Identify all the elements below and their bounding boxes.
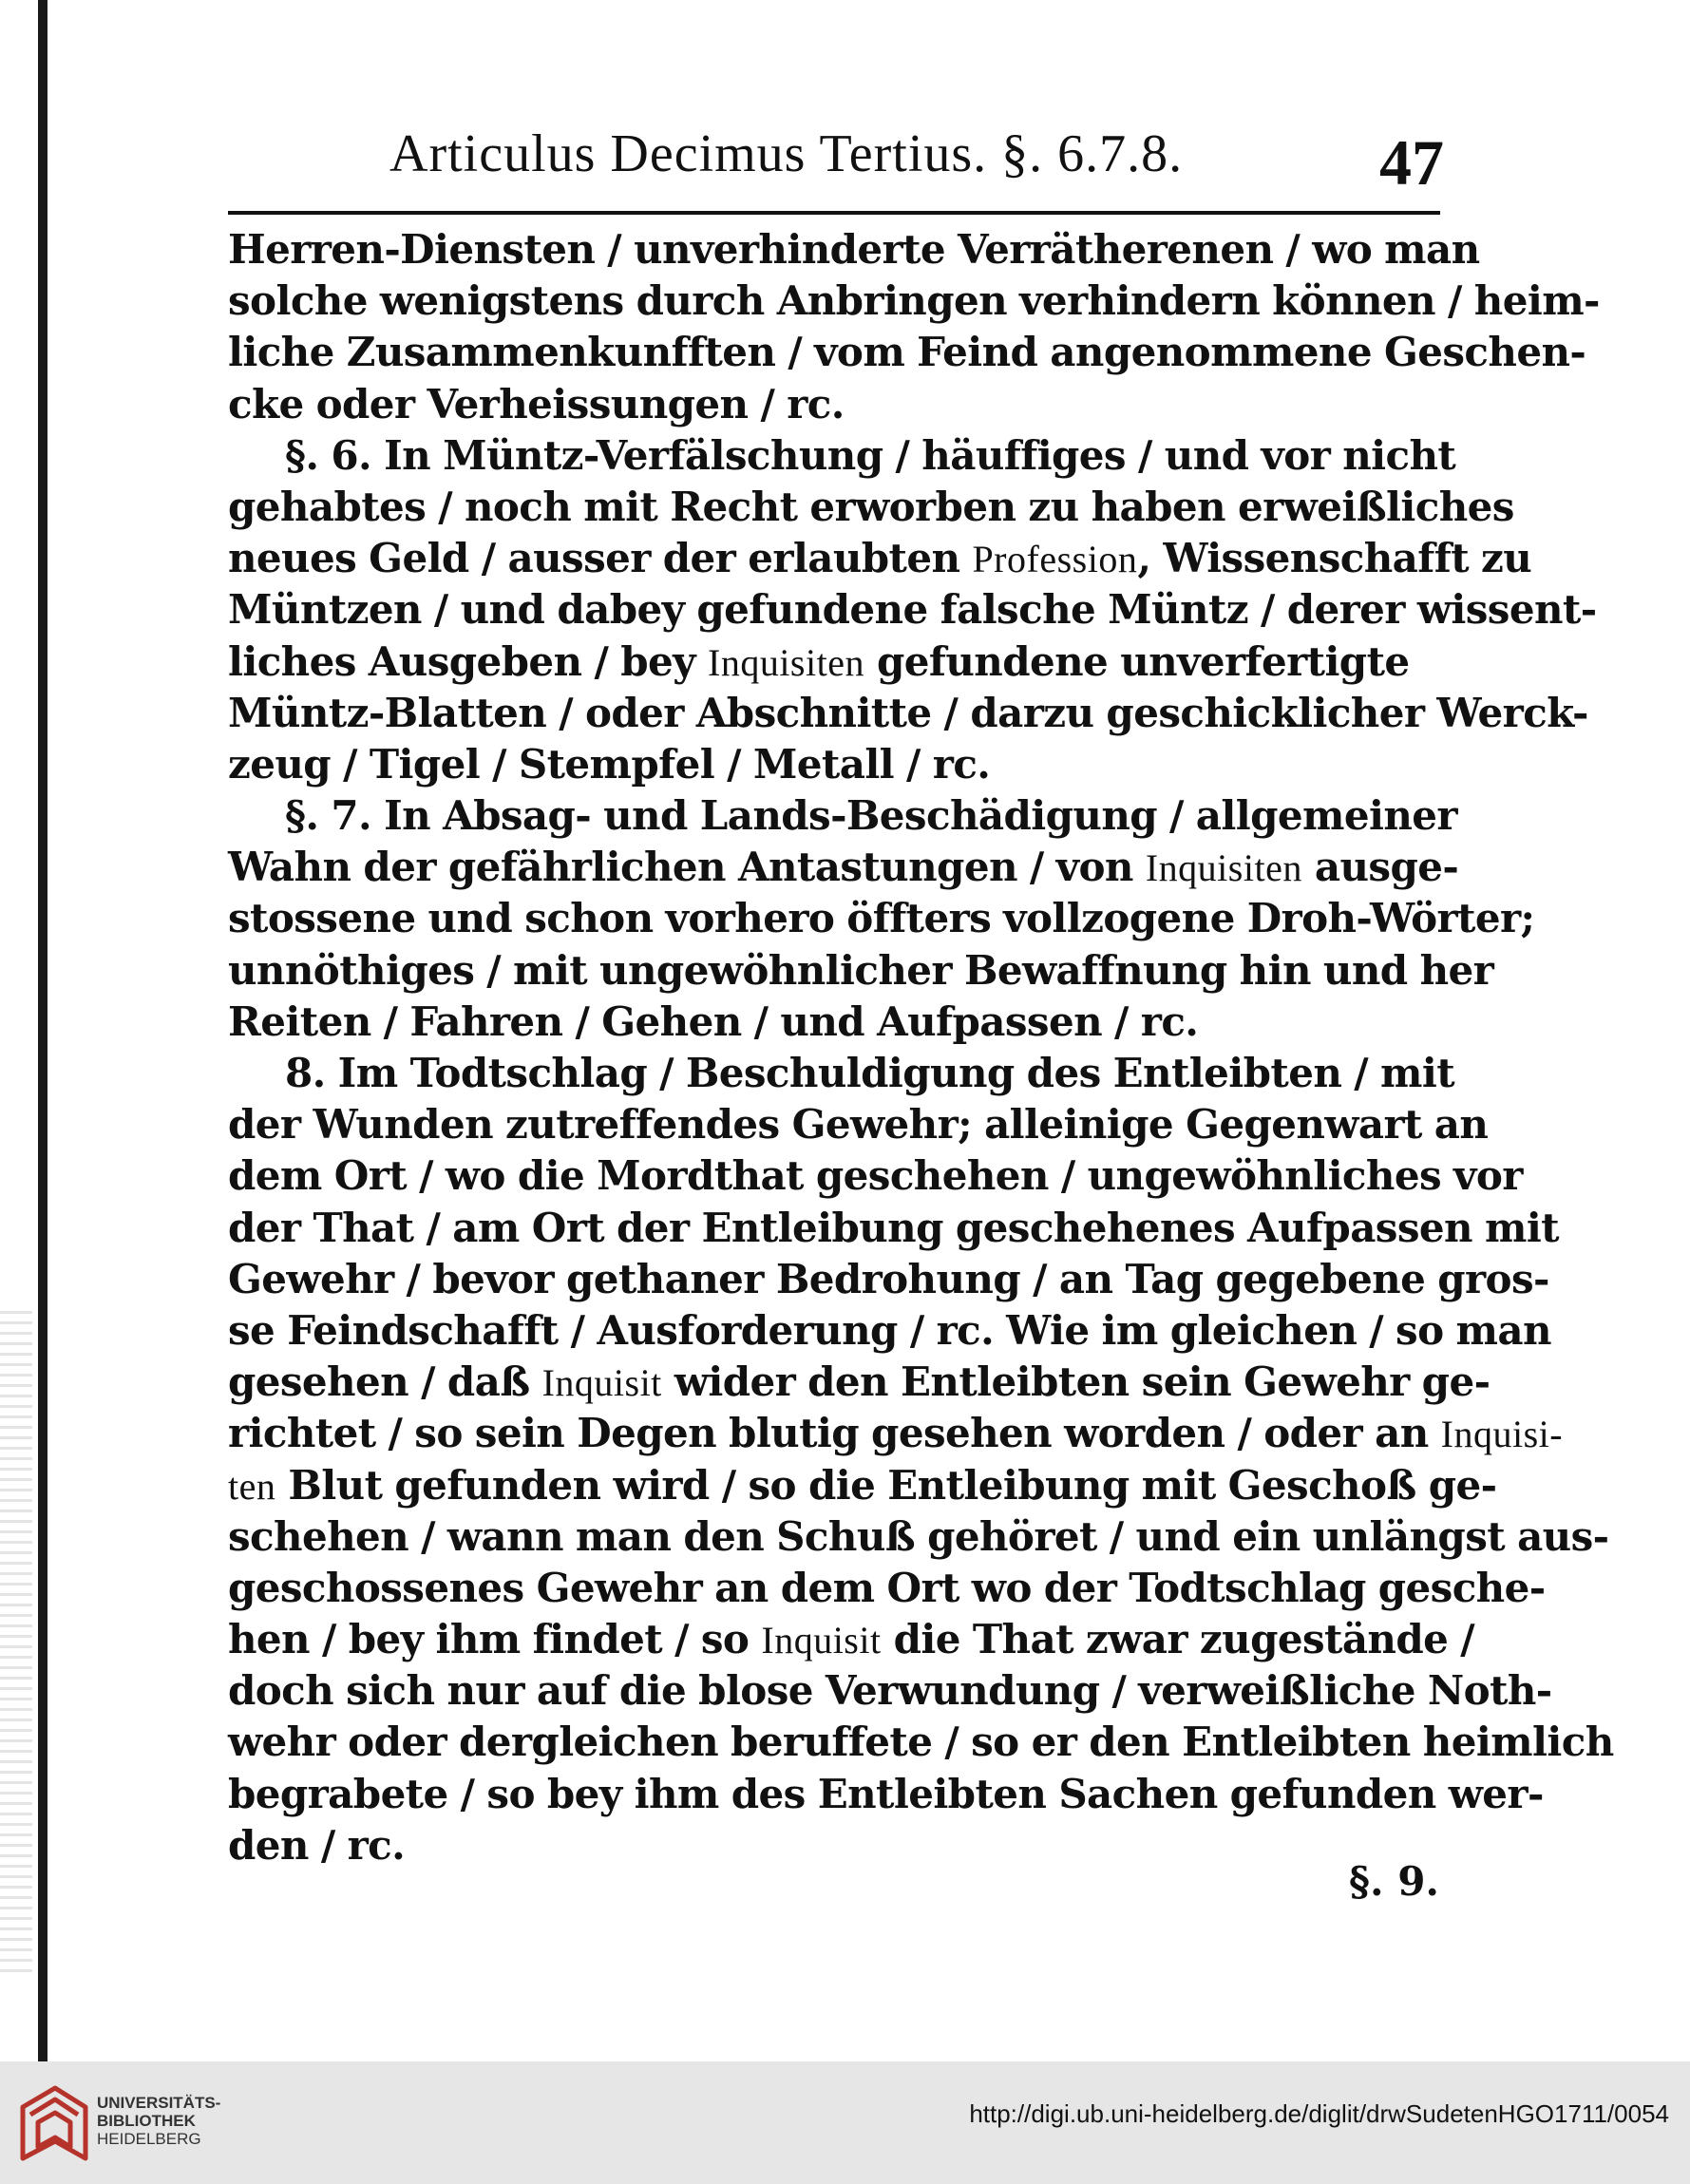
text-segment: der Wunden zutreffendes Gewehr; alleinige Gegenwart an bbox=[228, 1101, 1489, 1149]
text-line bbox=[228, 893, 1535, 944]
text-segment: , Wissenschafft zu bbox=[1137, 535, 1532, 582]
latin-term: Inquisit bbox=[541, 1361, 662, 1405]
text-line bbox=[228, 1665, 1552, 1717]
page-header bbox=[389, 123, 1444, 209]
text-segment: Müntzen / und dabey gefundene falsche Müntz / derer wissent- bbox=[228, 586, 1597, 634]
text-segment: solche wenigstens durch Anbringen verhindern können / heim- bbox=[228, 277, 1600, 325]
text-line bbox=[228, 739, 1444, 790]
text-segment: 8. Im Todtschlag / Beschuldigung des Entleibten / mit bbox=[285, 1050, 1455, 1096]
latin-term: Inquisiten bbox=[708, 640, 864, 684]
text-line bbox=[228, 1563, 1546, 1614]
text-segment: Müntz-Blatten / oder Abschnitte / darzu geschicklicher Werck- bbox=[228, 689, 1588, 736]
text-line bbox=[228, 945, 1494, 997]
text-line bbox=[228, 790, 1457, 842]
text-segment: die That zwar zugestände / bbox=[881, 1616, 1475, 1663]
text-line bbox=[228, 997, 1444, 1048]
latin-term: Profession bbox=[972, 538, 1138, 581]
permalink-url[interactable]: http://digi.ub.uni-heidelberg.de/diglit/drwSudetenHGO1711/0054 bbox=[969, 2099, 1669, 2128]
header-rule bbox=[228, 211, 1440, 215]
text-segment: liche Zusammenkunfften / vom Feind angenommene Geschen- bbox=[228, 329, 1586, 376]
library-logo-text bbox=[97, 2094, 220, 2148]
logo-line-3: HEIDELBERG bbox=[97, 2130, 201, 2148]
text-segment: wehr oder dergleichen beruffete / so er den Entleibten heimlich bbox=[228, 1719, 1614, 1766]
text-line bbox=[228, 1150, 1523, 1202]
text-segment: dem Ort / wo die Mordthat geschehen / ungewöhnliches vor bbox=[228, 1152, 1523, 1200]
text-line bbox=[228, 1614, 1475, 1665]
text-line bbox=[228, 1305, 1551, 1357]
page-binding-edge bbox=[38, 0, 47, 2061]
text-line bbox=[228, 842, 1459, 893]
text-line bbox=[228, 379, 1444, 430]
catchword: §. 9. bbox=[1349, 1858, 1440, 1905]
text-segment: Herren-Diensten / unverhinderte Verrätherenen / wo man bbox=[228, 226, 1480, 273]
text-line bbox=[228, 327, 1586, 378]
text-segment: §. 6. In Müntz-Verfälschung / häuffiges / und vor nicht bbox=[285, 431, 1456, 479]
text-segment: ausge- bbox=[1301, 844, 1459, 891]
page-number: 47 bbox=[1379, 126, 1444, 199]
text-line bbox=[228, 1460, 1497, 1511]
text-segment: Reiten / Fahren / Gehen / und Aufpassen / rc. bbox=[228, 997, 1199, 1045]
text-line bbox=[228, 430, 1456, 482]
text-line bbox=[228, 1203, 1559, 1254]
latin-term: Inquisiten bbox=[1145, 846, 1302, 890]
text-segment: unnöthiges / mit ungewöhnlicher Bewaffnung hin und her bbox=[228, 946, 1494, 994]
text-segment: geschossenes Gewehr an dem Ort wo der Todtschlag gesche- bbox=[228, 1564, 1546, 1611]
latin-term: ten bbox=[228, 1464, 276, 1508]
text-line bbox=[228, 1357, 1491, 1408]
text-line bbox=[228, 584, 1597, 636]
text-line bbox=[228, 1254, 1549, 1305]
library-logo-icon[interactable] bbox=[17, 2079, 91, 2166]
text-segment: gehabtes / noch mit Recht erworben zu haben erweißliches bbox=[228, 483, 1514, 530]
text-segment: Blut gefunden wird / so die Entleibung mit Geschoß ge- bbox=[275, 1461, 1497, 1509]
text-segment: richtet / so sein Degen blutig gesehen worden / oder an bbox=[228, 1410, 1441, 1457]
logo-line-2: BIBLIOTHEK bbox=[97, 2112, 196, 2130]
body-text bbox=[228, 224, 1614, 1871]
text-segment: gefundene unverfertigte bbox=[864, 637, 1410, 685]
text-line bbox=[228, 1511, 1609, 1563]
text-line bbox=[228, 1820, 1444, 1871]
text-segment: hen / bey ihm findet / so bbox=[228, 1616, 762, 1663]
text-line bbox=[228, 636, 1444, 688]
text-segment: wider den Entleibten sein Gewehr ge- bbox=[661, 1358, 1491, 1406]
text-line bbox=[228, 688, 1588, 739]
text-line bbox=[228, 1717, 1614, 1768]
text-segment: den / rc. bbox=[228, 1821, 406, 1869]
scan-noise bbox=[0, 1311, 32, 1976]
text-segment: §. 7. In Absag- und Lands-Beschädigung / allgemeiner bbox=[285, 792, 1457, 840]
text-line bbox=[228, 482, 1514, 533]
text-segment: stossene und schon vorhero öffters vollzogene Droh-Wörter; bbox=[228, 895, 1535, 942]
logo-line-1: UNIVERSITÄTS- bbox=[97, 2094, 221, 2112]
latin-term: Inquisi- bbox=[1440, 1413, 1564, 1456]
text-segment: Wahn der gefährlichen Antastungen / von bbox=[228, 844, 1146, 891]
running-head: Articulus Decimus Tertius. §. 6.7.8. bbox=[389, 124, 1184, 183]
text-segment: gesehen / daß bbox=[228, 1358, 542, 1406]
text-segment: cke oder Verheissungen / rc. bbox=[228, 380, 845, 427]
text-segment: schehen / wann man den Schuß gehöret / und ein unlängst aus- bbox=[228, 1512, 1609, 1560]
text-segment: liches Ausgeben / bey bbox=[228, 637, 708, 685]
text-segment: Gewehr / bevor gethaner Bedrohung / an Tag gegebene gros- bbox=[228, 1255, 1549, 1302]
text-line bbox=[228, 224, 1480, 275]
text-line bbox=[228, 1408, 1564, 1459]
viewer-footer bbox=[0, 2061, 1690, 2184]
text-segment: begrabete / so bey ihm des Entleibten Sachen gefunden wer- bbox=[228, 1770, 1544, 1817]
text-segment: neues Geld / ausser der erlaubten bbox=[228, 535, 973, 582]
text-segment: zeug / Tigel / Stempfel / Metall / rc. bbox=[228, 740, 991, 788]
latin-term: Inquisit bbox=[761, 1619, 882, 1662]
text-line bbox=[228, 1769, 1544, 1820]
text-line bbox=[228, 275, 1600, 327]
text-segment: der That / am Ort der Entleibung geschehenes Aufpassen mit bbox=[228, 1204, 1559, 1251]
text-segment: se Feindschafft / Ausforderung / rc. Wie im gleichen / so man bbox=[228, 1306, 1551, 1354]
text-segment: doch sich nur auf die blose Verwundung / verweißliche Noth- bbox=[228, 1667, 1552, 1715]
text-line bbox=[228, 533, 1532, 584]
text-line bbox=[228, 1099, 1489, 1150]
text-line bbox=[228, 1048, 1455, 1099]
